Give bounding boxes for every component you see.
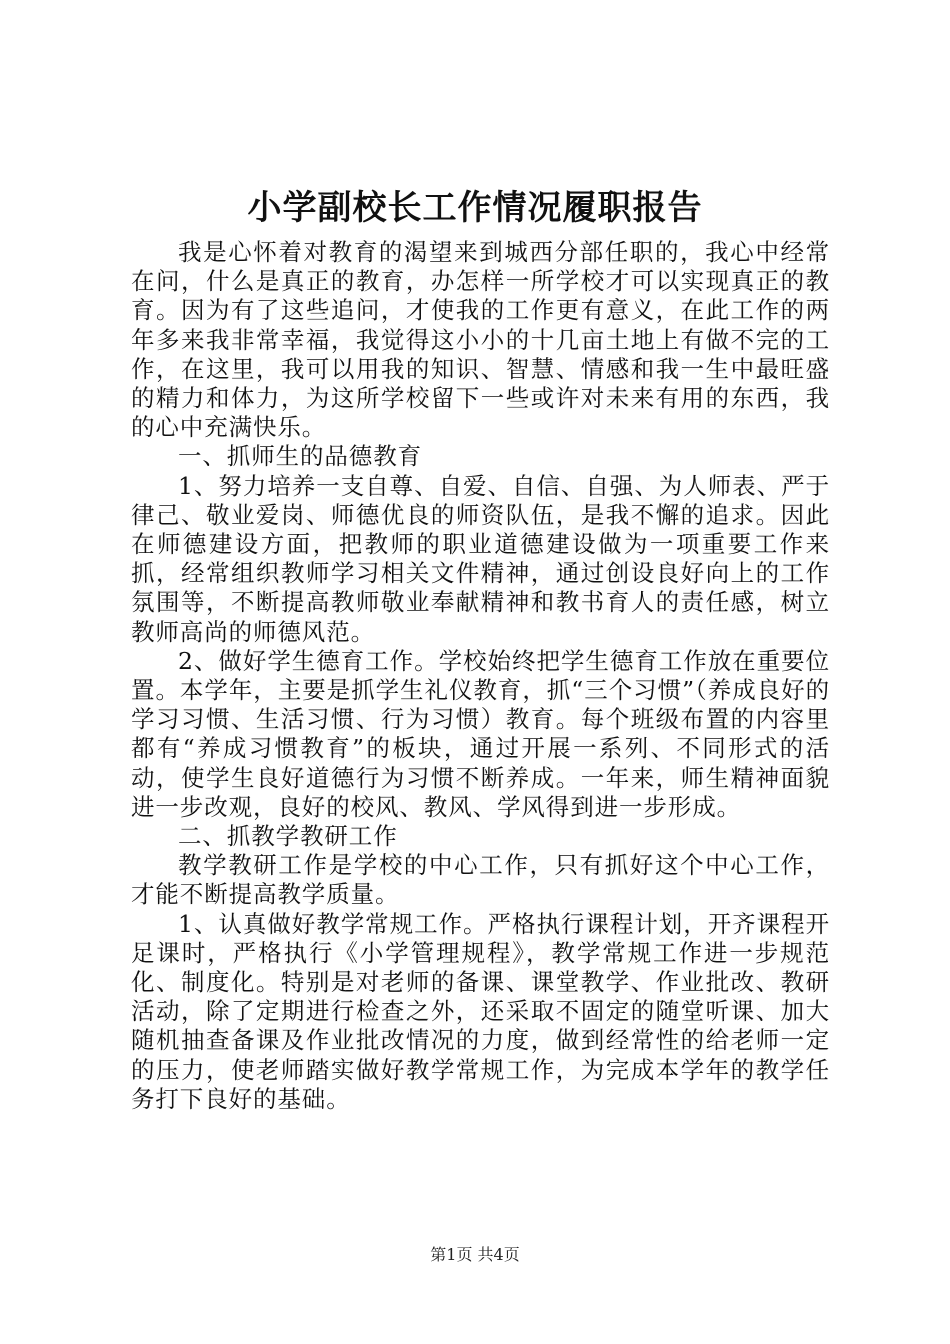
- page-footer: 第1页 共4页: [430, 1245, 520, 1264]
- paragraph-intro: 我是心怀着对教育的渴望来到城西分部任职的，我心中经常在问，什么是真正的教育，办怎样一所学校才可以实现真正的教育。因为有了这些追问，才使我的工作更有意义，在此工作的两年多来我非常幸福，我觉得这小小的十几亩土地上有做不完的工作，在这里，我可以用我的知识、智慧、情感和我一生中最旺盛的精力和体力，为这所学校留下一些或许对未来有用的东西，我的心中充满快乐。: [131, 238, 830, 442]
- paragraph-2-intro: 教学教研工作是学校的中心工作，只有抓好这个中心工作，才能不断提高教学质量。: [131, 851, 830, 909]
- document-body: [131, 238, 830, 1114]
- section-heading-2: 二、抓教学教研工作: [178, 822, 398, 851]
- paragraph-2-1: 1、认真做好教学常规工作。严格执行课程计划，开齐课程开足课时，严格执行《小学管理规程》，教学常规工作进一步规范化、制度化。特别是对老师的备课、课堂教学、作业批改、教研活动，除了定期进行检查之外，还采取不固定的随堂听课、加大随机抽查备课及作业批改情况的力度，做到经常性的给老师一定的压力，使老师踏实做好教学常规工作，为完成本学年的教学任务打下良好的基础。: [131, 909, 830, 1113]
- paragraph-1-1: 1、努力培养一支自尊、自爱、自信、自强、为人师表、严于律己、敬业爱岗、师德优良的师资队伍，是我不懈的追求。因此在师德建设方面，把教师的职业道德建设做为一项重要工作来抓，经常组织教师学习相关文件精神，通过创设良好向上的工作氛围等，不断提高教师敬业奉献精神和教书育人的责任感，树立教师高尚的师德风范。: [131, 471, 830, 646]
- paragraph-1-2: 2、做好学生德育工作。学校始终把学生德育工作放在重要位置。本学年，主要是抓学生礼仪教育，抓“三个习惯”（养成良好的学习习惯、生活习惯、行为习惯）教育。每个班级布置的内容里都有“养成习惯教育”的板块，通过开展一系列、不同形式的活动，使学生良好道德行为习惯不断养成。一年来，师生精神面貌进一步改观，良好的校风、教风、学风得到进一步形成。: [131, 646, 830, 821]
- section-heading-1: 一、抓师生的品德教育: [178, 442, 422, 471]
- document-title: 小学副校长工作情况履职报告: [247, 188, 703, 228]
